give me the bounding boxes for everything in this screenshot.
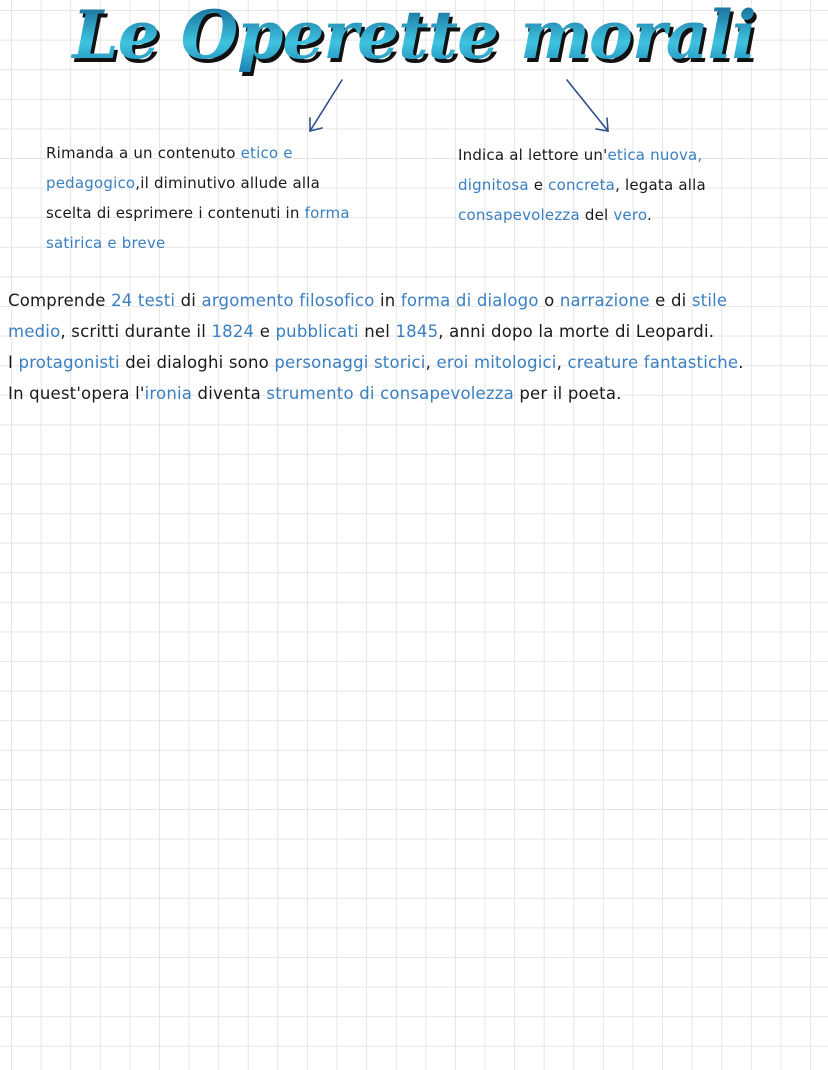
arrow-right-icon bbox=[567, 80, 608, 131]
highlighted-text: personaggi storici bbox=[274, 353, 426, 372]
text: . bbox=[647, 206, 652, 224]
text: In quest'opera l' bbox=[8, 384, 145, 403]
text-line bbox=[458, 170, 706, 200]
highlighted-text: etico e bbox=[240, 144, 293, 162]
text: Indica al lettore un' bbox=[458, 146, 608, 164]
text: per il poeta. bbox=[513, 384, 622, 403]
text: o bbox=[538, 291, 560, 310]
highlighted-text: strumento di consapevolezza bbox=[266, 384, 514, 403]
highlighted-text: satirica e breve bbox=[46, 234, 166, 252]
text: Comprende bbox=[8, 291, 112, 310]
text: diventa bbox=[192, 384, 267, 403]
highlighted-text: eroi mitologici bbox=[436, 353, 557, 372]
highlighted-text: forma di dialogo bbox=[400, 291, 539, 310]
text-line bbox=[46, 198, 350, 228]
text-line bbox=[46, 168, 350, 198]
text-line bbox=[8, 378, 744, 409]
highlighted-text: pubblicati bbox=[275, 322, 359, 341]
highlighted-text: stile bbox=[691, 291, 728, 310]
highlighted-text: creature fantastiche bbox=[567, 353, 739, 372]
highlighted-text: vero bbox=[613, 206, 648, 224]
text: , scritti durante il bbox=[60, 322, 212, 341]
page-title: Le Operette morali bbox=[0, 0, 828, 74]
highlighted-text: medio bbox=[8, 322, 61, 341]
text: scelta di esprimere i contenuti in bbox=[46, 204, 305, 222]
highlighted-text: argomento filosofico bbox=[201, 291, 375, 310]
highlighted-text: ironia bbox=[144, 384, 193, 403]
highlighted-text: pedagogico bbox=[46, 174, 136, 192]
text-line bbox=[8, 285, 744, 316]
main-paragraph bbox=[8, 285, 744, 409]
arrows bbox=[0, 0, 828, 140]
text: I bbox=[8, 353, 19, 372]
highlighted-text: 24 testi bbox=[111, 291, 176, 310]
text: di bbox=[175, 291, 202, 310]
highlighted-text: 1824 bbox=[211, 322, 255, 341]
text: , bbox=[425, 353, 437, 372]
highlighted-text: 1845 bbox=[395, 322, 439, 341]
text: . bbox=[738, 353, 744, 372]
right-note bbox=[458, 140, 706, 230]
highlighted-text: concreta bbox=[548, 176, 616, 194]
text: , anni dopo la morte di Leopardi. bbox=[438, 322, 715, 341]
text: ,il diminutivo allude alla bbox=[135, 174, 320, 192]
highlighted-text: etica nuova, bbox=[607, 146, 703, 164]
highlighted-text: narrazione bbox=[559, 291, 650, 310]
text-line bbox=[46, 228, 350, 258]
text: dei dialoghi sono bbox=[119, 353, 275, 372]
text-line bbox=[8, 347, 744, 378]
highlighted-text: consapevolezza bbox=[458, 206, 580, 224]
highlighted-text: forma bbox=[304, 204, 350, 222]
left-note bbox=[46, 138, 350, 258]
highlighted-text: protagonisti bbox=[18, 353, 120, 372]
text: nel bbox=[358, 322, 396, 341]
text-line bbox=[458, 140, 706, 170]
arrow-left-icon bbox=[310, 80, 342, 131]
text: e di bbox=[649, 291, 692, 310]
text: , bbox=[556, 353, 568, 372]
text: Rimanda a un contenuto bbox=[46, 144, 241, 162]
text: e bbox=[254, 322, 276, 341]
text: , legata alla bbox=[615, 176, 706, 194]
text-line bbox=[8, 316, 744, 347]
text-line bbox=[458, 200, 706, 230]
text: e bbox=[528, 176, 549, 194]
text: in bbox=[374, 291, 401, 310]
highlighted-text: dignitosa bbox=[458, 176, 529, 194]
text-line bbox=[46, 138, 350, 168]
text: del bbox=[579, 206, 614, 224]
